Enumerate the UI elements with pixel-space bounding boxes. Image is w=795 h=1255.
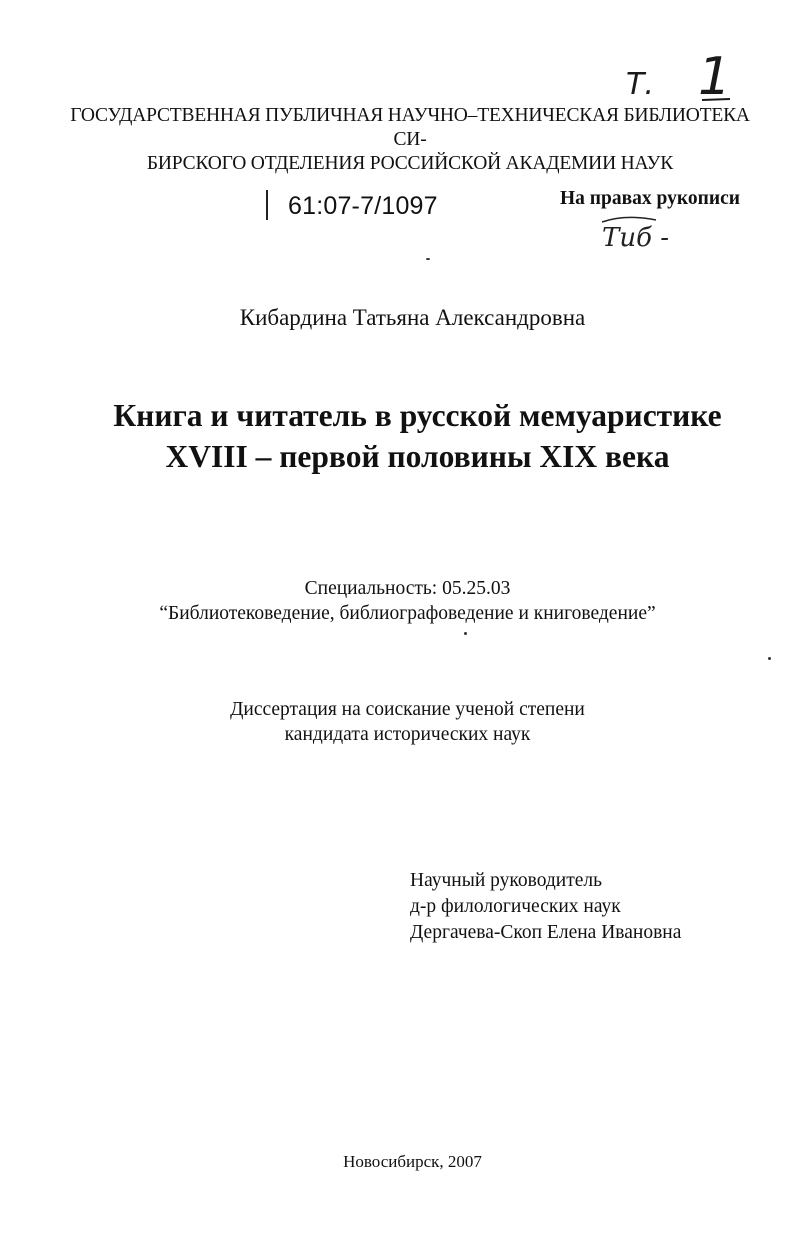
city-year: Новосибирск, 2007 (343, 1152, 482, 1171)
supervisor-name: Дергачева-Скоп Елена Ивановна (410, 922, 682, 943)
signature (596, 212, 706, 262)
institution-line-1: ГОСУДАРСТВЕННАЯ ПУБЛИЧНАЯ НАУЧНО–ТЕХНИЧЕСКАЯ БИБЛИОТЕКА СИ- (70, 105, 750, 150)
degree-line-2: кандидата исторических наук (284, 724, 531, 745)
scan-speck (464, 632, 467, 635)
supervisor-role: Научный руководитель (410, 870, 603, 891)
title-line-2: XVIII – первой половины XIX века (165, 439, 670, 474)
institution-line-2: БИРСКОГО ОТДЕЛЕНИЯ РОССИЙСКОЙ АКАДЕМИИ НАУК (146, 153, 674, 174)
scan-speck (426, 258, 430, 260)
specialty-name: “Библиотековедение, библиографоведение и книговедение” (159, 603, 656, 624)
handwritten-volume-number: 1 (698, 47, 732, 107)
specialty-code: Специальность: 05.25.03 (304, 578, 511, 599)
handwritten-volume-prefix: Т. (626, 67, 654, 102)
title-line-1: Книга и читатель в русской мемуаристике (113, 398, 722, 433)
scan-speck (768, 657, 771, 660)
signature-text: Тиб - (602, 223, 670, 253)
signature-stroke (602, 217, 656, 222)
call-number-bar (266, 190, 268, 220)
supervisor-block (410, 868, 681, 946)
specialty-block (20, 576, 795, 626)
handwritten-underline (702, 99, 730, 100)
supervisor-degree: д-р филологических наук (410, 896, 621, 917)
handwritten-volume-mark (618, 42, 738, 112)
degree-line-1: Диссертация на соискание ученой степени (230, 699, 585, 720)
dissertation-title (40, 395, 795, 477)
institution-header (70, 104, 750, 176)
degree-block (20, 697, 795, 747)
rights-notice: На правах рукописи (560, 188, 740, 209)
author-name: Кибардина Татьяна Александровна (239, 305, 586, 330)
call-number: 61:07-7/1097 (288, 192, 438, 220)
